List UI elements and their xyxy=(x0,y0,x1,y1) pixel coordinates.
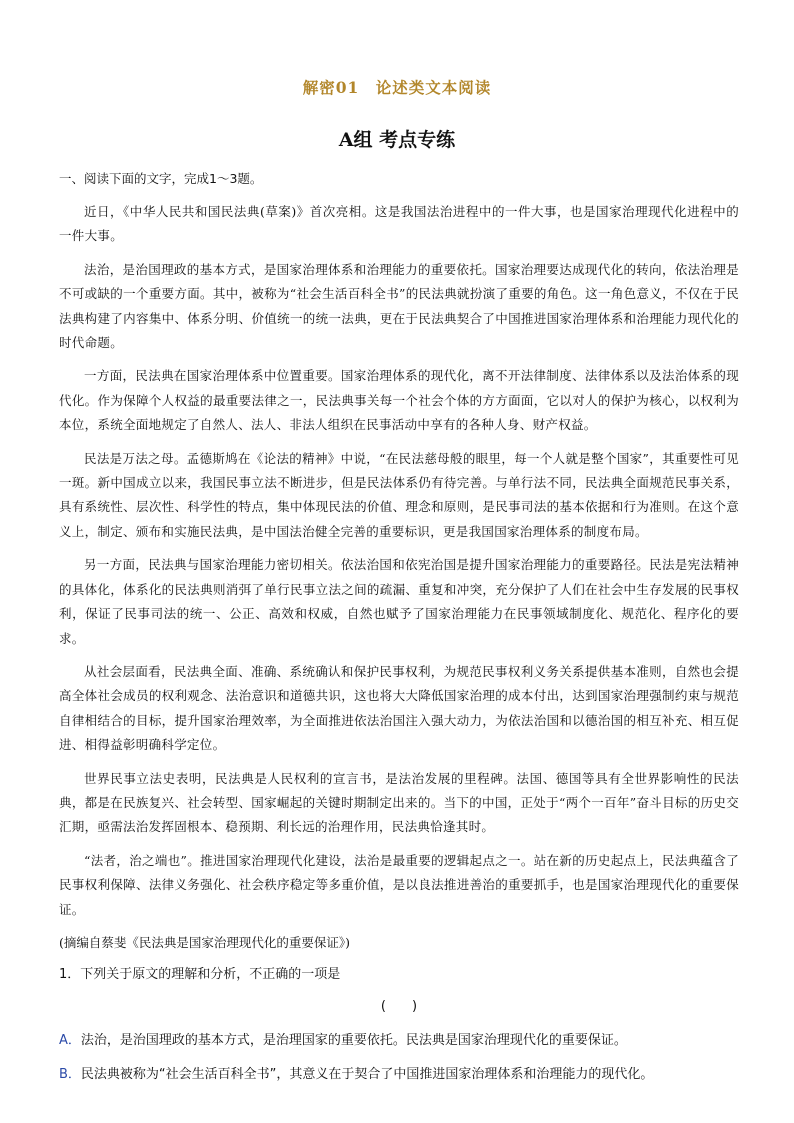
paragraph-8: “法者，治之端也”。推进国家治理现代化建设，法治是最重要的逻辑起点之一。站在新的历史起点上，民法典蕴含了民事权利保障、法律义务强化、社会秩序稳定等多重价值，是以良法推进善治的重要抓手，也是国家治理现代化的重要保证。 xyxy=(59,852,739,917)
reading-instruction: 一、阅读下面的文字，完成1～3题。 xyxy=(59,171,263,186)
answer-blank: ( ) xyxy=(380,998,418,1014)
source-citation: (摘编自蔡斐《民法典是国家治理现代化的重要保证》) xyxy=(59,934,351,950)
option-a-letter: A． xyxy=(59,1032,81,1048)
paragraph-1: 近日，《中华人民共和国民法典(草案)》首次亮相。这是我国法治进程中的一件大事，也是国家治理现代化进程中的一件大事。 xyxy=(59,204,739,244)
option-b-text: 民法典被称为“社会生活百科全书”，其意义在于契合了中国推进国家治理体系和治理能力的现代化。 xyxy=(80,1066,654,1082)
option-b-letter: B． xyxy=(59,1066,81,1082)
document-title: 解密01 论述类文本阅读 xyxy=(302,78,492,97)
option-a-text: 法治，是治国理政的基本方式，是治理国家的重要依托。民法典是国家治理现代化的重要保证。 xyxy=(80,1032,627,1048)
paragraph-3: 一方面，民法典在国家治理体系中位置重要。国家治理体系的现代化，离不开法律制度、法律体系以及法治体系的现代化。作为保障个人权益的最重要法律之一，民法典事关每一个社会个体的方方面面，它以对人的保护为核心，以权利为本位，系统全面地规定了自然人、法人、非法人组织在民事活动中享有的各种人身、财产权益。 xyxy=(59,368,739,433)
paragraph-4: 民法是万法之母。孟德斯鸠在《论法的精神》中说，“在民法慈母般的眼里，每一个人就是整个国家”，其重要性可见一斑。新中国成立以来，我国民事立法不断进步，但是民法体系仍有待完善。与单行法不同，民法典全面规范民事关系，具有系统性、层次性、科学性的特点，集中体现民法的价值、理念和原则，是民事司法的基本依据和行为准则。在这个意义上，制定、颁布和实施民法典，是中国法治健全完善的重要标识，更是我国国家治理体系的制度布局。 xyxy=(59,450,739,539)
question-stem: 1．下列关于原文的理解和分析，不正确的一项是 xyxy=(59,966,341,982)
option-b xyxy=(59,1063,739,1087)
paragraph-7: 世界民事立法史表明，民法典是人民权利的宣言书，是法治发展的里程碑。法国、德国等具有全世界影响性的民法典，都是在民族复兴、社会转型、国家崛起的关键时期制定出来的。当下的中国，正处于“两个一百年”奋斗目标的历史交汇期，亟需法治发挥固根本、稳预期、利长远的治理作用，民法典恰逢其时。 xyxy=(59,770,739,835)
section-title: A组 考点专练 xyxy=(338,129,456,151)
option-a xyxy=(59,1029,739,1053)
document-body xyxy=(59,167,739,1097)
paragraph-6: 从社会层面看，民法典全面、准确、系统确认和保护民事权利，为规范民事权利义务关系提供基本准则，自然也会提高全体社会成员的权利观念、法治意识和道德共识，这也将大大降低国家治理的成本付出，达到国家治理强制约束与规范自律相结合的目标，提升国家治理效率，为全面推进依法治国注入强大动力，为依法治国和以德治国的相互补充、相互促进、相得益彰明确科学定位。 xyxy=(59,663,739,753)
paragraph-2: 法治，是治国理政的基本方式，是国家治理体系和治理能力的重要依托。国家治理要达成现代化的转向，依法治理是不可或缺的一个重要方面。其中，被称为“社会生活百科全书”的民法典就扮演了重要的角色。这一角色意义，不仅在于民法典构建了内容集中、体系分明、价值统一的统一法典，更在于民法典契合了中国推进国家治理体系和治理能力现代化的时代命题。 xyxy=(59,261,739,351)
paragraph-5: 另一方面，民法典与国家治理能力密切相关。依法治国和依宪治国是提升国家治理能力的重要路径。民法是宪法精神的具体化，体系化的民法典则消弭了单行民事立法之间的疏漏、重复和冲突，充分保护了人们在社会中生存发展的民事权利，保证了民事司法的统一、公正、高效和权威，自然也赋予了国家治理能力在民事领域制度化、规范化、程序化的要求。 xyxy=(59,557,739,646)
